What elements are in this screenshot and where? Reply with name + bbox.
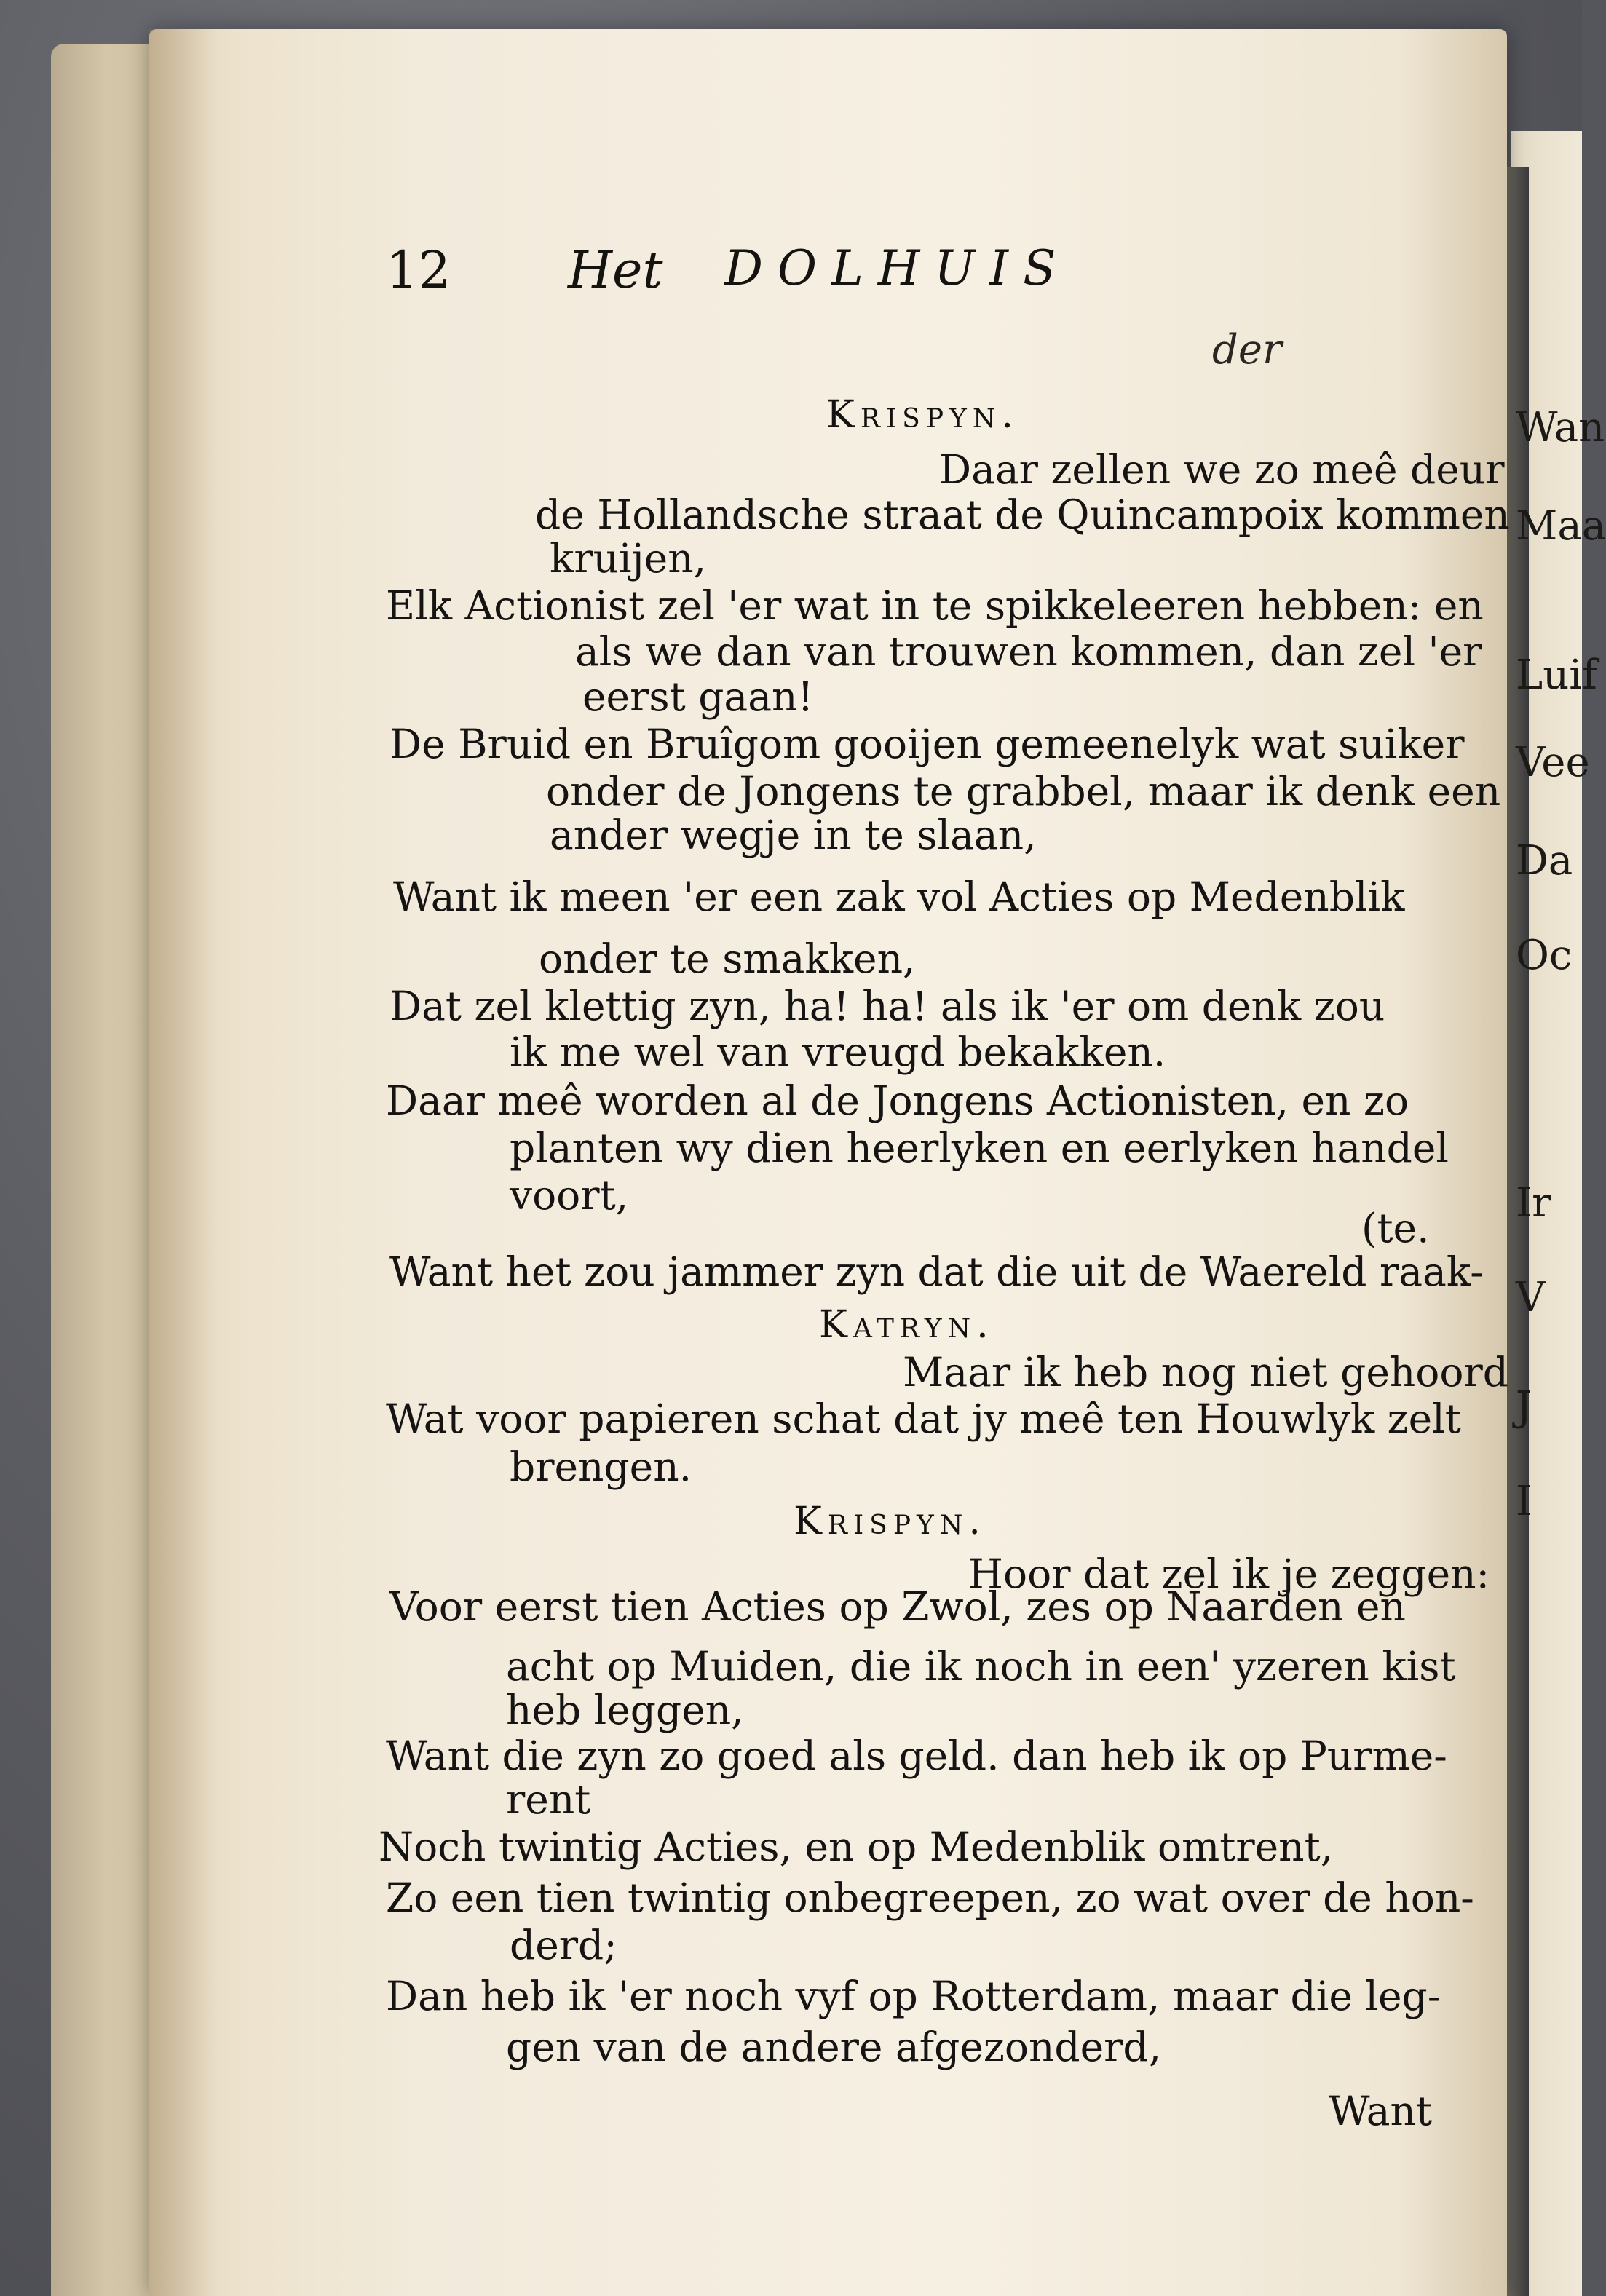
verse-line: voort, [510,1172,629,1219]
turnover-fragment: (te. [1361,1205,1430,1251]
verse-line: Hoor dat zel ik je zeggen: [968,1551,1490,1597]
verse-line: Want die zyn zo goed als geld. dan heb ik op Purme- [386,1733,1447,1779]
verse-line: De Bruid en Bruîgom gooijen gemeenelyk wat suiker [389,721,1465,767]
verse-line: Noch twintig Acties, en op Medenblik omtrent, [379,1824,1334,1870]
verse-line: de Hollandsche straat de Quincampoix kommen [535,491,1510,538]
running-title-suffix: der [1212,326,1282,373]
verse-line: Daar zellen we zo meê deur [939,446,1505,493]
verse-line: onder te smakken, [539,935,916,982]
right-page-fragment: Maa [1516,502,1606,550]
verse-line: acht op Muiden, die ik noch in een' yzeren kist [506,1643,1456,1690]
verse-line: eerst gaan! [582,673,814,720]
page-stain [149,29,215,2296]
verse-line: gen van de andere afgezonderd, [506,2024,1162,2070]
right-page-fragment: Oc [1516,932,1573,979]
verse-line: planten wy dien heerlyken en eerlyken handel [510,1125,1449,1171]
right-page-fragment: I [1516,1478,1532,1525]
verse-line: Maar ik heb nog niet gehoord [903,1349,1509,1396]
right-page-fragment: Da [1516,837,1573,884]
verse-line: rent [506,1776,591,1823]
right-page-fragment: Wan [1516,404,1605,451]
verse-line: kruijen, [550,535,707,582]
running-title-prefix: Het [568,240,663,300]
right-page-fragment: Luif [1516,652,1597,699]
right-page-fragment: Vee [1516,739,1590,786]
verse-line: Daar meê worden al de Jongens Actionisten, en zo [386,1077,1409,1124]
speaker-krispyn: Krispyn. [794,1500,986,1543]
catchword: Want [1329,2088,1433,2134]
verse-line: als we dan van trouwen kommen, dan zel 'er [575,628,1482,675]
speaker-katryn: Katryn. [819,1303,994,1347]
speaker-krispyn: Krispyn. [826,393,1019,437]
right-page-fragment: J [1516,1383,1532,1430]
verse-line: Dat zel klettig zyn, ha! ha! als ik 'er om denk zou [389,983,1385,1029]
running-title: DOLHUIS [724,240,1071,296]
verse-line: brengen. [510,1444,692,1490]
verse-line: Wat voor papieren schat dat jy meê ten Houwlyk zelt [386,1396,1461,1442]
verse-line: Zo een tien twintig onbegreepen, zo wat over de hon- [386,1875,1474,1921]
verse-line: Elk Actionist zel 'er wat in te spikkeleeren hebben: en [386,582,1484,629]
right-page-fragment: V [1516,1274,1546,1321]
verse-line: ander wegje in te slaan, [550,812,1037,858]
verse-line: derd; [510,1922,617,1968]
verse-line: Want het zou jammer zyn dat die uit de Waereld raak- [389,1248,1484,1295]
verse-line: ik me wel van vreugd bekakken. [510,1029,1166,1075]
verse-line: Dan heb ik 'er noch vyf op Rotterdam, maar die leg- [386,1973,1441,2019]
page-number: 12 [386,240,451,300]
right-page-fragment: Ir [1516,1179,1551,1227]
verse-line: Want ik meen 'er een zak vol Acties op Medenblik [393,874,1405,920]
verse-line: Voor eerst tien Acties op Zwol, zes op Naarden en [389,1583,1406,1630]
verse-line: onder de Jongens te grabbel, maar ik denk een [546,768,1501,815]
verse-line: heb leggen, [506,1687,744,1733]
